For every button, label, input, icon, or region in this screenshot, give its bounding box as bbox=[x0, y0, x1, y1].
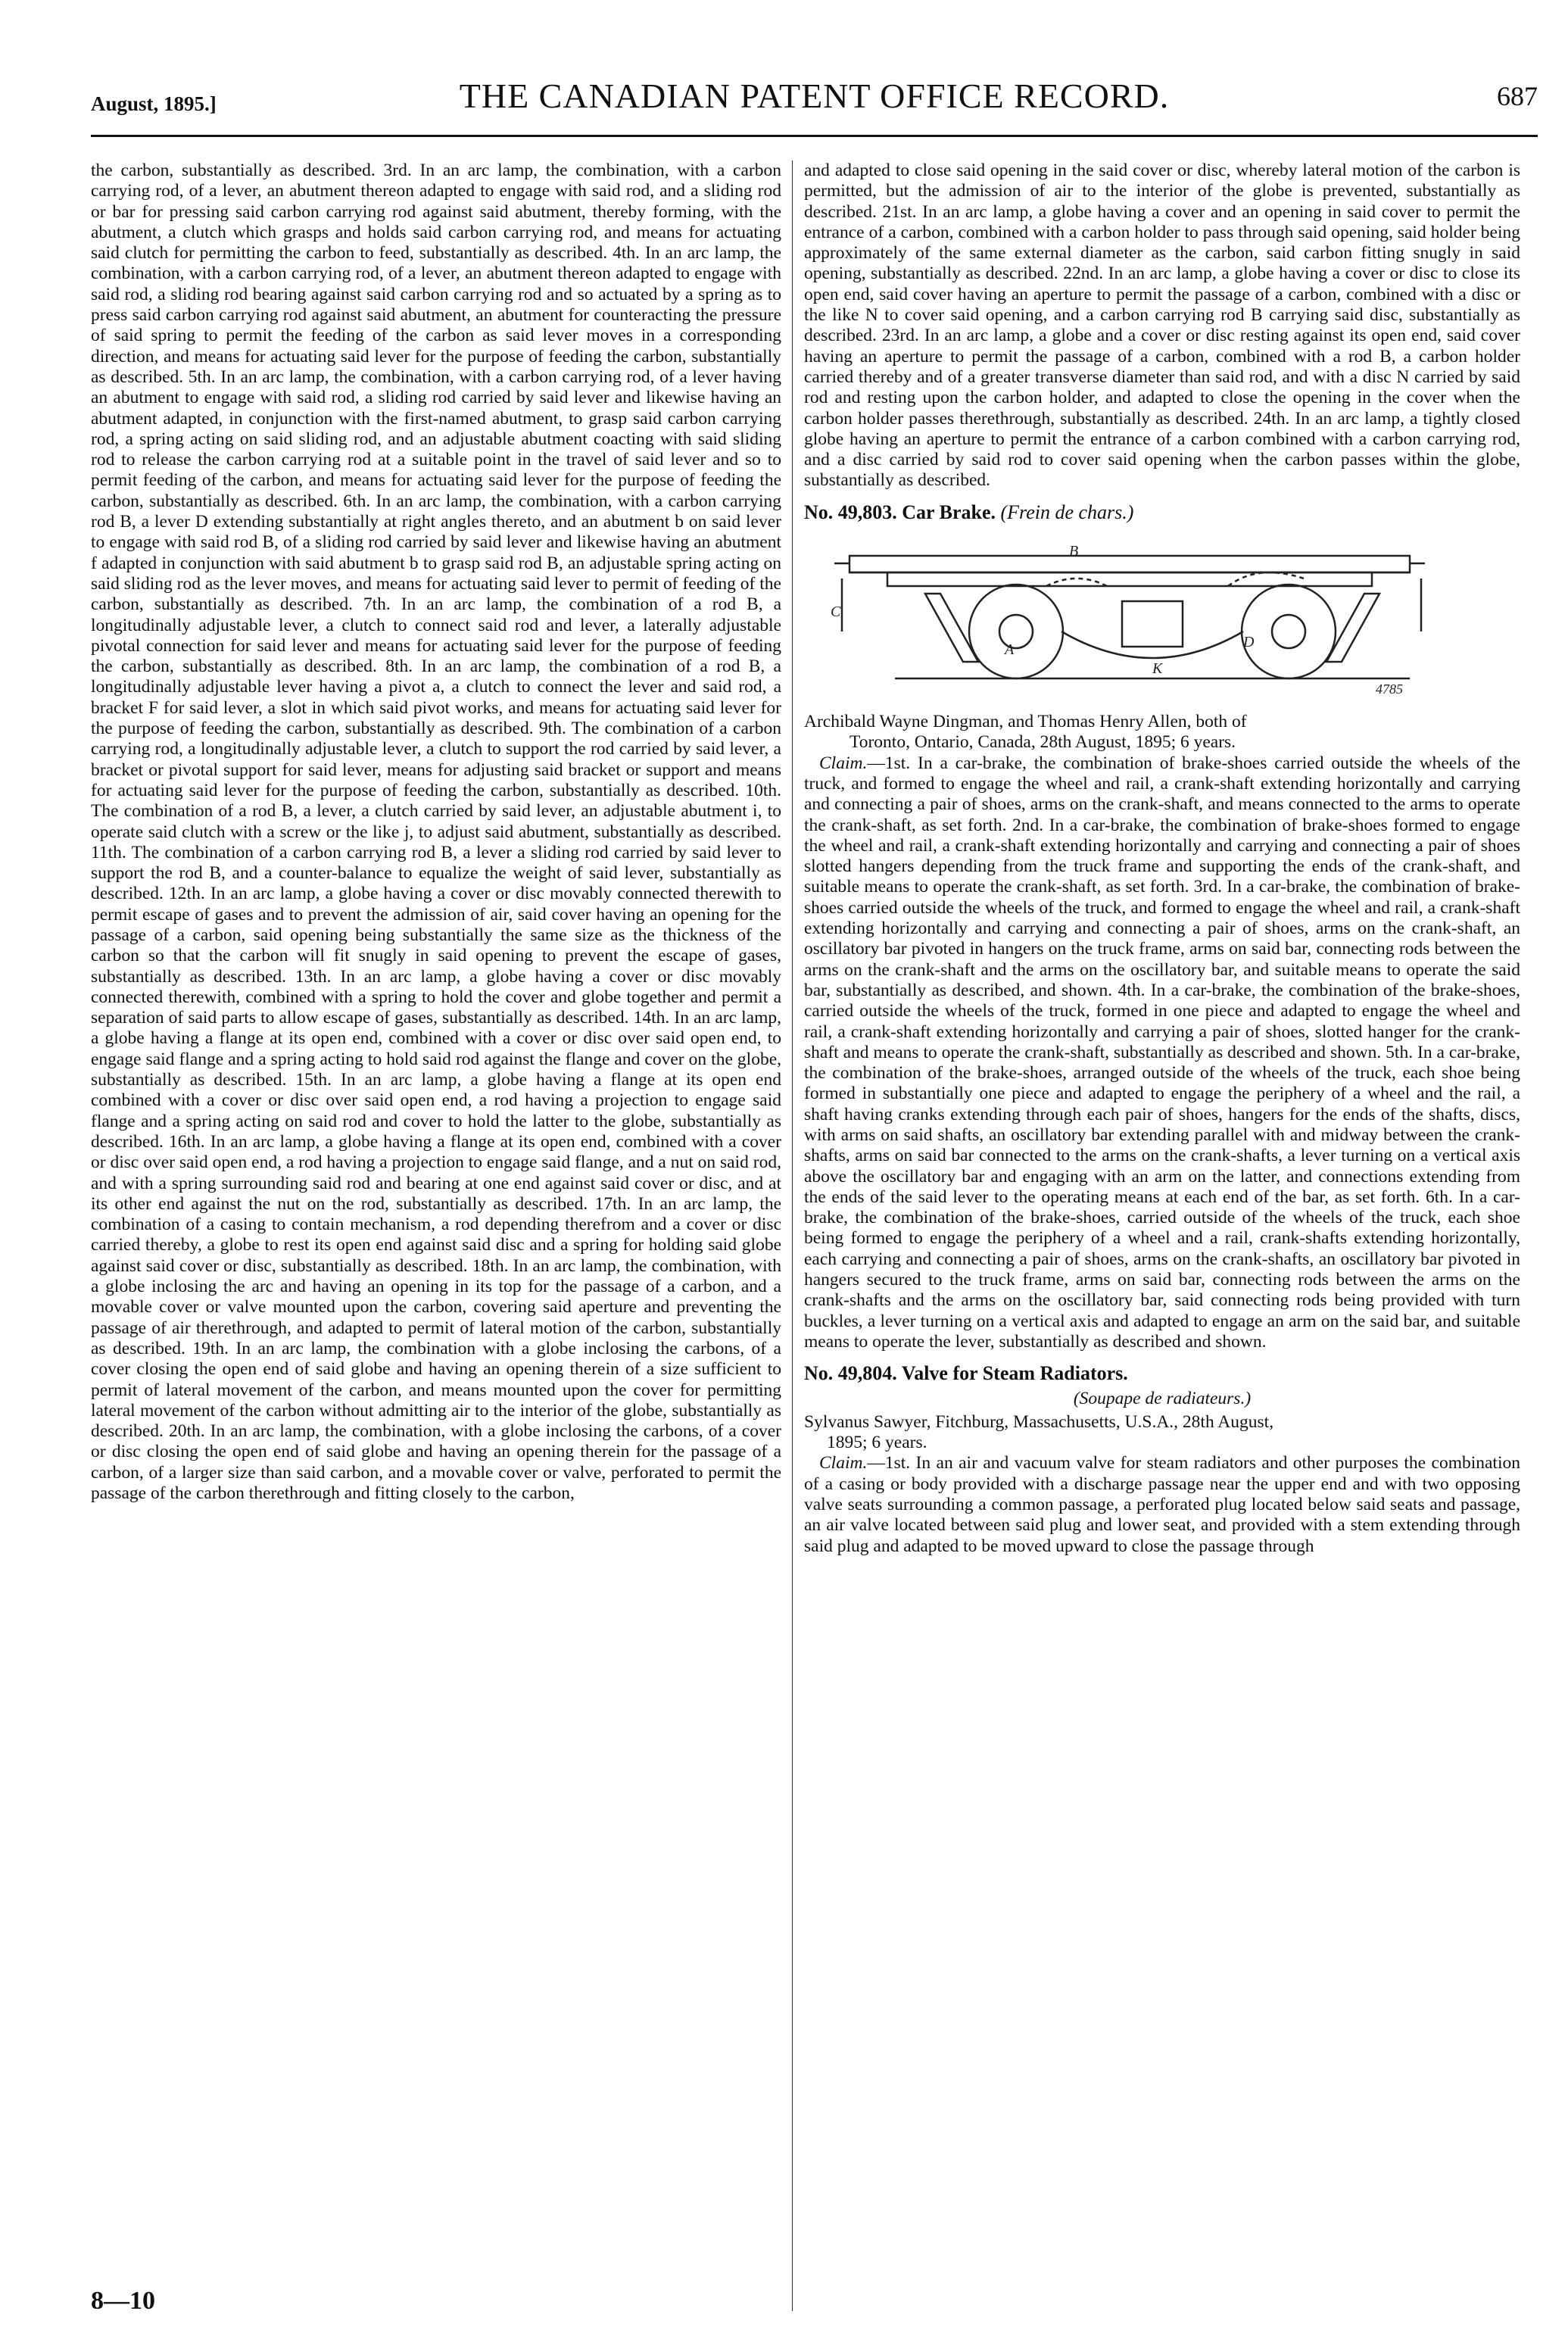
figure-label: K bbox=[1152, 660, 1163, 678]
signature-mark: 8—10 bbox=[91, 2287, 155, 2315]
patent-number: No. 49,804. bbox=[804, 1362, 897, 1385]
inventors-line: Sylvanus Sawyer, Fitchburg, Massachusetts, U.S.A., 28th August, bbox=[804, 1411, 1274, 1432]
inventors-line: 1895; 6 years. bbox=[827, 1433, 927, 1453]
figure-label: A bbox=[1005, 641, 1015, 659]
figure-label: D bbox=[1243, 634, 1255, 651]
claim-label: Claim. bbox=[819, 753, 868, 773]
page-number: 687 bbox=[1497, 81, 1538, 111]
header-rule bbox=[91, 135, 1538, 137]
claim-label: Claim. bbox=[819, 1453, 868, 1474]
column-divider bbox=[792, 161, 793, 2311]
claim-text: —1st. In an air and vacuum valve for steam radiators and other purposes the combination of a casing or body provided with a discharge passage near the upper end and with two opposing valve seats surrounding a common passage, a perforated plug located below said seats and passage, an air valve located between said plug and lower seat, and provided with a stem extending through said plug and adapted to be moved upward to close the passage through bbox=[804, 1453, 1520, 1556]
patent-claims-49803 bbox=[804, 753, 1520, 1353]
patent-inventors-49804 bbox=[804, 1412, 1520, 1454]
left-column-text: the carbon, substantially as described. 3rd. In an arc lamp, the combination, with a carbon carrying rod, of a lever, an abutment thereon adapted to engage with said rod, and a sliding rod or bar for pressing said carbon carrying rod against said abutment, thereby forming, with the abutment, a clutch which grasps and holds said carbon carrying rod, and means for actuating said clutch for permitting the carbon to feed, substantially as described. 4th. In an arc lamp, the combination, with a carbon carrying rod, of a lever, an abutment thereon adapted to engage with said rod, a sliding rod bearing against said carbon carrying rod and so actuated by a spring as to press said carbon carrying rod against said abutment, an abutment for counteracting the pressure of said spring to permit the feeding of the carbon as said lever moves in a corresponding direction, and means for actuating said lever for the purpose of feeding the carbon, substantially as described. 5th. In an arc lamp, the combination, with a carbon carrying rod, of a lever having an abutment to engage with said rod, a sliding rod carried by said lever and likewise having an abutment adapted, in conjunction with the first-named abutment, to grasp said carbon carrying rod, a spring acting on said sliding rod, and an adjustable abutment coacting with said sliding rod to release the carbon carrying rod at a suitable point in the travel of said lever and so to permit feeding of the carbon, and means for actuating said lever for the purpose of feeding the carbon, substantially as described. 6th. In an arc lamp, the combination, with a carbon carrying rod B, a lever D extending substantially at right angles thereto, and an abutment b on said lever to engage with said rod B, of a sliding rod carried by said lever and likewise having an abutment f adapted in conjunction with said abutment b to grasp said rod B, an adjustable spring acting on said sliding rod as the lever moves, and means for actuating said lever to permit of feeding of the carbon, substantially as described. 7th. In an arc lamp, the combination of a rod B, a longitudinally adjustable lever, a clutch to connect said rod and lever, a laterally adjustable pivotal connection for said lever and means for actuating said lever for the purpose of feeding the carbon, substantially as described. 8th. In an arc lamp, the combination of a rod B, a longitudinally adjustable lever having a pivot a, a clutch to connect the lever and said rod, a bracket F for said lever, a slot in which said pivot works, and means for actuating said lever for the purpose of feeding the carbon, substantially as described. 9th. The combination of a carbon carrying rod, a longitudinally adjustable lever, a clutch to support the rod carried by said lever, a bracket or pivotal support for said lever, means for adjusting said bracket or support and means for actuating said lever for the purpose of feeding the carbon, substantially as described. 10th. The combination of a rod B, a lever, a clutch carried by said lever, an adjustable abutment i, to operate said clutch with a screw or the like j, to adjust said abutment, substantially as described. 11th. The combination of a carbon carrying rod B, a lever a sliding rod carried by said lever to support the rod B, and a counter-balance to equalize the weight of said lever, substantially as described. 12th. In an arc lamp, a globe having a cover or disc movably connected therewith to permit escape of gases and to prevent the admission of air, said cover having an opening for the passage of a carbon, said opening being substantially the same size as the thickness of the carbon so that the carbon will fit snugly in said opening to prevent the escape of gases, substantially as described. 13th. In an arc lamp, a globe having a cover or disc movably connected therewith, combined with a spring to hold the cover and globe together and permit a separation of said parts to allow escape of gases, substantially as described. 14th. In an arc lamp, a globe having a flange at its open end, combined with a cover or disc over said open end, to engage said flange and a spring acting to hold said rod against the flange and cover on the globe, substantially as described. 15th. In an arc lamp, a globe having a flange at its open end combined with a cover or disc over said open end, a rod having a projection to engage said flange and a spring acting on said rod and cover to hold the latter to the globe, substantially as described. 16th. In an arc lamp, a globe having a flange at its open end, combined with a cover or disc over said open end, a rod having a projection to engage said flange, and a nut on said rod, and with a spring surrounding said rod and bearing at one end against said cover or disc, and at its other end against the nut on the rod, substantially as described. 17th. In an arc lamp, the combination of a casing to contain mechanism, a rod depending therefrom and a cover or disc carried thereby, a globe to rest its open end against said disc and a spring for holding said globe against said cover or disc, substantially as described. 18th. In an arc lamp, the combination, with a globe inclosing the arc and having an opening in its top for the passage of a carbon, and a movable cover or valve mounted upon the carbon, covering said aperture and preventing the passage of air therethrough, and adapted to permit of lateral motion of the carbon, substantially as described. 19th. In an arc lamp, the combination with a globe inclosing the carbons, of a cover closing the open end of said globe and having an opening therein of a size sufficient to permit of lateral movement of the carbon, and means mounted upon the cover for permitting lateral movement of the carbon without admitting air to the interior of the globe, substantially as described. 20th. In an arc lamp, the combination, with a globe inclosing the carbons, of a cover or disc closing the open end of said globe and having an opening therein for the passage of a carbon, of a larger size than said carbon, and a movable cover or valve, perforated to permit the passage of the carbon therethrough and fitting closely to the carbon, bbox=[91, 161, 781, 1503]
patent-title-french: (Soupape de radiateurs.) bbox=[1073, 1388, 1252, 1408]
page-header bbox=[91, 76, 1538, 129]
claim-text: —1st. In a car-brake, the combination of brake-shoes carried outside the wheels of the truck, and formed to engage the wheel and rail, a crank-shaft extending horizontally and carrying and connecting a pair of shoes, arms on the crank-shaft, and means connected to the arms to operate the crank-shaft, as set forth. 2nd. In a car-brake, the combination of brake-shoes formed to engage the wheel and rail, a crank-shaft extending horizontally and carrying and connecting a pair of shoes slotted hangers depending from the truck frame and supporting the ends of the crank-shaft, and suitable means to operate the crank-shaft, as set forth. 3rd. In a car-brake, the combination of brake-shoes carried outside the wheels of the truck, and formed to engage the wheel and rail, a crank-shaft extending horizontally and carrying and connecting a pair of shoes, arms on the crank-shaft, an oscillatory bar pivoted in hangers on the truck frame, arms on said bar, connecting rods between the arms on the crank-shaft and the arms on the oscillatory bar, and suitable means to operate the said bar, substantially as described, and shown. 4th. In a car-brake, the combination of the brake-shoes, carried outside the wheels of the truck, formed in one piece and adapted to engage the wheel and rail, a crank-shaft extending horizontally and carrying a pair of shoes, slotted hanger for the crank-shaft and means to operate the crank-shaft, substantially as described and shown. 5th. In a car-brake, the combination of the brake-shoes, arranged outside of the wheels of the truck, each shoe being formed in substantially one piece and adapted to engage the periphery of a wheel and the rail, a shaft having cranks extending through each pair of shoes, hangers for the ends of the shafts, discs, with arms on said shafts, an oscillatory bar extending parallel with and midway between the crank-shafts, arms on said bar connected to the arms on the crank-shafts, a lever turning on a vertical axis above the oscillatory bar and engaging with an arm on the latter, and connections extending from the ends of the said lever to the operating means at each end of the bar, as set forth. 6th. In a car-brake, the combination of the brake-shoes, carried outside of the wheels of the truck, each shoe being formed to engage the periphery of a wheel and a rail, crank-shafts extending horizontally, each carrying and connecting a pair of shoes, arms on the crank-shafts, an oscillatory bar pivoted in hangers secured to the truck frame, arms on said bar, connecting rods between the arms on the crank-shafts and the arms on the oscillatory bar, said connecting rods being provided with turn buckles, a lever turning on a vertical axis and adapted to engage an arm on the said bar, and suitable means to operate the lever, substantially as described and shown. bbox=[804, 753, 1520, 1352]
patent-number: No. 49,803. bbox=[804, 501, 897, 523]
patent-heading-49804 bbox=[804, 1363, 1520, 1383]
right-column bbox=[804, 161, 1520, 2311]
patent-heading-49803 bbox=[804, 502, 1520, 522]
patent-inventors-49803 bbox=[804, 712, 1520, 753]
inventors-line: Toronto, Ontario, Canada, 28th August, 1895; 6 years. bbox=[849, 732, 1236, 753]
patent-title-french: (Frein de chars.) bbox=[1000, 501, 1134, 523]
figure-number: 4785 bbox=[1376, 681, 1403, 697]
car-brake-figure bbox=[819, 533, 1440, 700]
patent-title: Car Brake. bbox=[902, 501, 996, 523]
right-column-continuation: and adapted to close said opening in the said cover or disc, whereby lateral motion of the carbon is permitted, but the admission of air to the interior of the globe is prevented, substantially as described. 21st. In an arc lamp, a globe having a cover and an opening in said cover to permit the entrance of a carbon, combined with a carbon holder to pass through said opening, said holder being approximately of the same external diameter as the carbon, said carbon fitting snugly in said opening, substantially as described. 22nd. In an arc lamp, a globe having a cover or disc to close its open end, said cover having an aperture to permit the passage of a carbon, combined with a disc or the like N to cover said opening, and a carbon carrying rod B carrying said disc, substantially as described. 23rd. In an arc lamp, a globe and a cover or disc resting against its open end, said cover having an aperture to permit the passage of a carbon, combined with a rod B, a carbon holder carried thereby and of a greater transverse diameter than said rod, and with a disc N carried by said rod and resting upon the carbon holder, and adapted to close the opening in the cover when the carbon holder passes therethrough, substantially as described. 24th. In an arc lamp, a tightly closed globe having an aperture to permit the entrance of a carbon combined with a carbon carrying rod, and a disc carried by said rod to cover said opening when the carbon passes within the globe, substantially as described. bbox=[804, 161, 1520, 491]
patent-title: Valve for Steam Radiators. bbox=[901, 1362, 1128, 1385]
left-column bbox=[91, 161, 781, 2256]
patent-claims-49804 bbox=[804, 1453, 1520, 1556]
figure-label: B bbox=[1069, 543, 1079, 560]
car-brake-drawing bbox=[819, 533, 1440, 700]
publication-title: THE CANADIAN PATENT OFFICE RECORD. bbox=[459, 76, 1170, 115]
figure-label: C bbox=[831, 603, 841, 621]
inventors-line: Archibald Wayne Dingman, and Thomas Henry Allen, both of bbox=[804, 712, 1247, 732]
header-date: August, 1895.] bbox=[91, 92, 217, 115]
